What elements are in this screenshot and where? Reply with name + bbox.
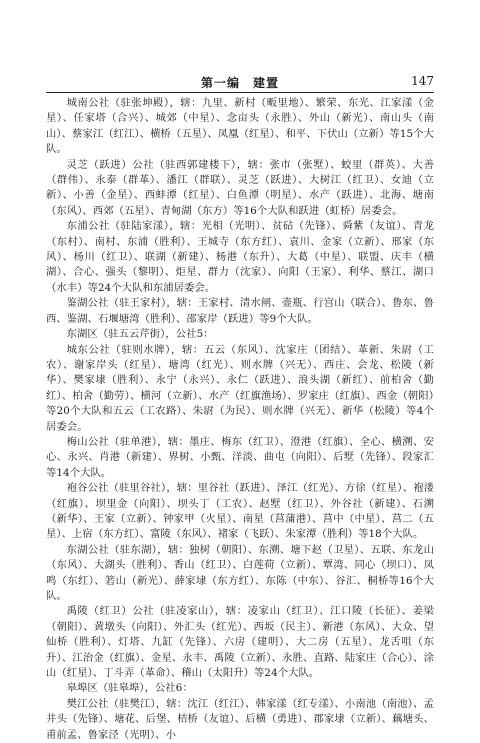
paragraph-yuling: 禹陵（红卫）公社（驻凌家山），辖：凌家山（红卫）、江口陵（长征）、姜梁（朝阳）、黄墩头（向阳）、外汇头（红光）、西坂（民主）、新港（东风）、大众、望仙桥（胜利）、灯塔、九缸（先锋）、六房（建明）、大二房（五星）、龙舌咀（东升）、江治金（红旗）、金星、永丰、禹陵（立新）、永胜、直路、陆家庄（合心）、涂山（红星）、丁斗弄（革命）、稽山（太阳升）等24个大队。 — [46, 605, 434, 680]
page-number: 147 — [411, 74, 434, 88]
chapter-title: 第一编 建置 — [200, 76, 279, 90]
paragraph-dongpu: 东浦公社（驻陆家漾），辖：光相（光明）、贫砧（先锋）、舜紫（友谊）、青龙（东村）、南村、东浦（胜利）、王城寺（东方红）、袁川、金家（立新）、邢家（东风）、杨川（红卫）、联湖（新建）、杨港（东升）、大葛（中星）、联盟、庆丰（横湖）、合心、强头（黎明）、炬星、群力（沈家）、向阳（王家）、利华、蔡江、湖口（水丰）等24个大队和东浦居委会。 — [46, 220, 434, 294]
paragraph-fanjiang: 樊江公社（驻樊江），辖：沈江（红江）、韩家漾（红专漾）、小南池（南池）、孟井头（先锋）、塘花、后堡、桔桥（友谊）、后横（勇进）、郡家埭（立新）、藕塘头、甫前孟、鲁家泾（光明）、小 — [46, 697, 434, 741]
paragraph-meishan: 梅山公社（驻单港），辖：墨庄、梅东（红卫）、澄港（红旗）、全心、横溯、安心、永兴、肖港（新建）、界树、小甄、洋淡、曲屯（向阳）、后墅（先锋）、段家汇等14个大队。 — [46, 435, 434, 479]
paragraph-lingzhi: 灵芝（跃进）公社（驻西郭建楼下），辖：张市（张墅）、蛟里（群英）、大善（群伟）、永泰（群革）、潘江（群联）、灵芝（跃进）、大树江（红卫）、女迪（立新）、小善（金星）、西蚌潭（红星）、白鱼潭（明星）、水产（跃进）、北海、塘南（东风）、西郊（五星）、青甸湖（东方）等16个大队和跃进（虹桥）居委会。 — [46, 158, 434, 217]
paragraph-jianhu: 鉴湖公社（驻王家村），辖：王家村、清水闸、壶瓶、行宫山（联合）、鲁东、鲁西、鉴湖、石堰塘湾（胜利）、邵家岸（跃进）等9个大队。 — [46, 297, 434, 325]
page-body — [46, 96, 434, 743]
paragraph-chengnan: 城南公社（驻张坤殿），辖：九里、新村（畈里地）、繁荣、东光、江家漾（金星）、任家塔（合兴）、城郊（中星）、念亩头（永胜）、外山（新光）、南山头（南山）、蔡家江（红江）、横桥（五星）、凤凰（红星）、和平、下伏山（立新）等15个大队。 — [46, 97, 434, 156]
paragraph-gaobu-district: 皋埠区（驻皋埠），公社6： — [66, 682, 193, 695]
paragraph-donghu-district: 东湖区（驻五云芹街），公社5： — [66, 328, 214, 341]
paragraph-donghu-commune: 东湖公社（驻东湖），辖：独树（朝阳）、东溯、塘下赵（卫星）、五联、东龙山（东风）、大湖头（胜利）、香山（红卫）、白莲荷（立新）、覃湾、同心（坝口）、凤鸣（东红）、箬山（新光）、薛家埭（东方红）、东陈（中东）、谷汇、桐桥等16个大队。 — [46, 543, 434, 602]
paragraph-chengdong: 城东公社（驻则水牌），辖：五云（东风）、沈家庄（团结）、革新、朱尉（工农）、谢家岸头（红星）、塘湾（红光）、则水牌（兴无）、西庄、会龙、松陵（新华）、樊家埭（胜利）、永宁（永兴）、永仁（跃进）、浪头湖（新红）、前柏舍（勤红）、柏舍（勤劳）、横河（立新）、水产（红旗渔场）、罗家庄（红旗）、西金（朝阳）等20个大队和五云（工农路）、朱尉（为民）、则水牌（兴无）、新华（松陵）等4个居委会。 — [46, 343, 434, 433]
paragraph-paogu: 袍谷公社（驻里谷社），辖：里谷社（跃进）、泽江（红光）、方徐（红星）、袍溇（红旗）、坝里金（向阳）、坝头丁（工农）、赵墅（红卫）、外谷社（新建）、石溯（新华）、王家（立新）、钟家甲（火星）、南星（莒蒲港）、莒中（中星）、莒二（五星）、上宿（东方红）、富陵（东风）、褚家（飞跃）、朱家潭（胜利）等18个大队。 — [46, 482, 434, 541]
running-header — [46, 72, 434, 93]
